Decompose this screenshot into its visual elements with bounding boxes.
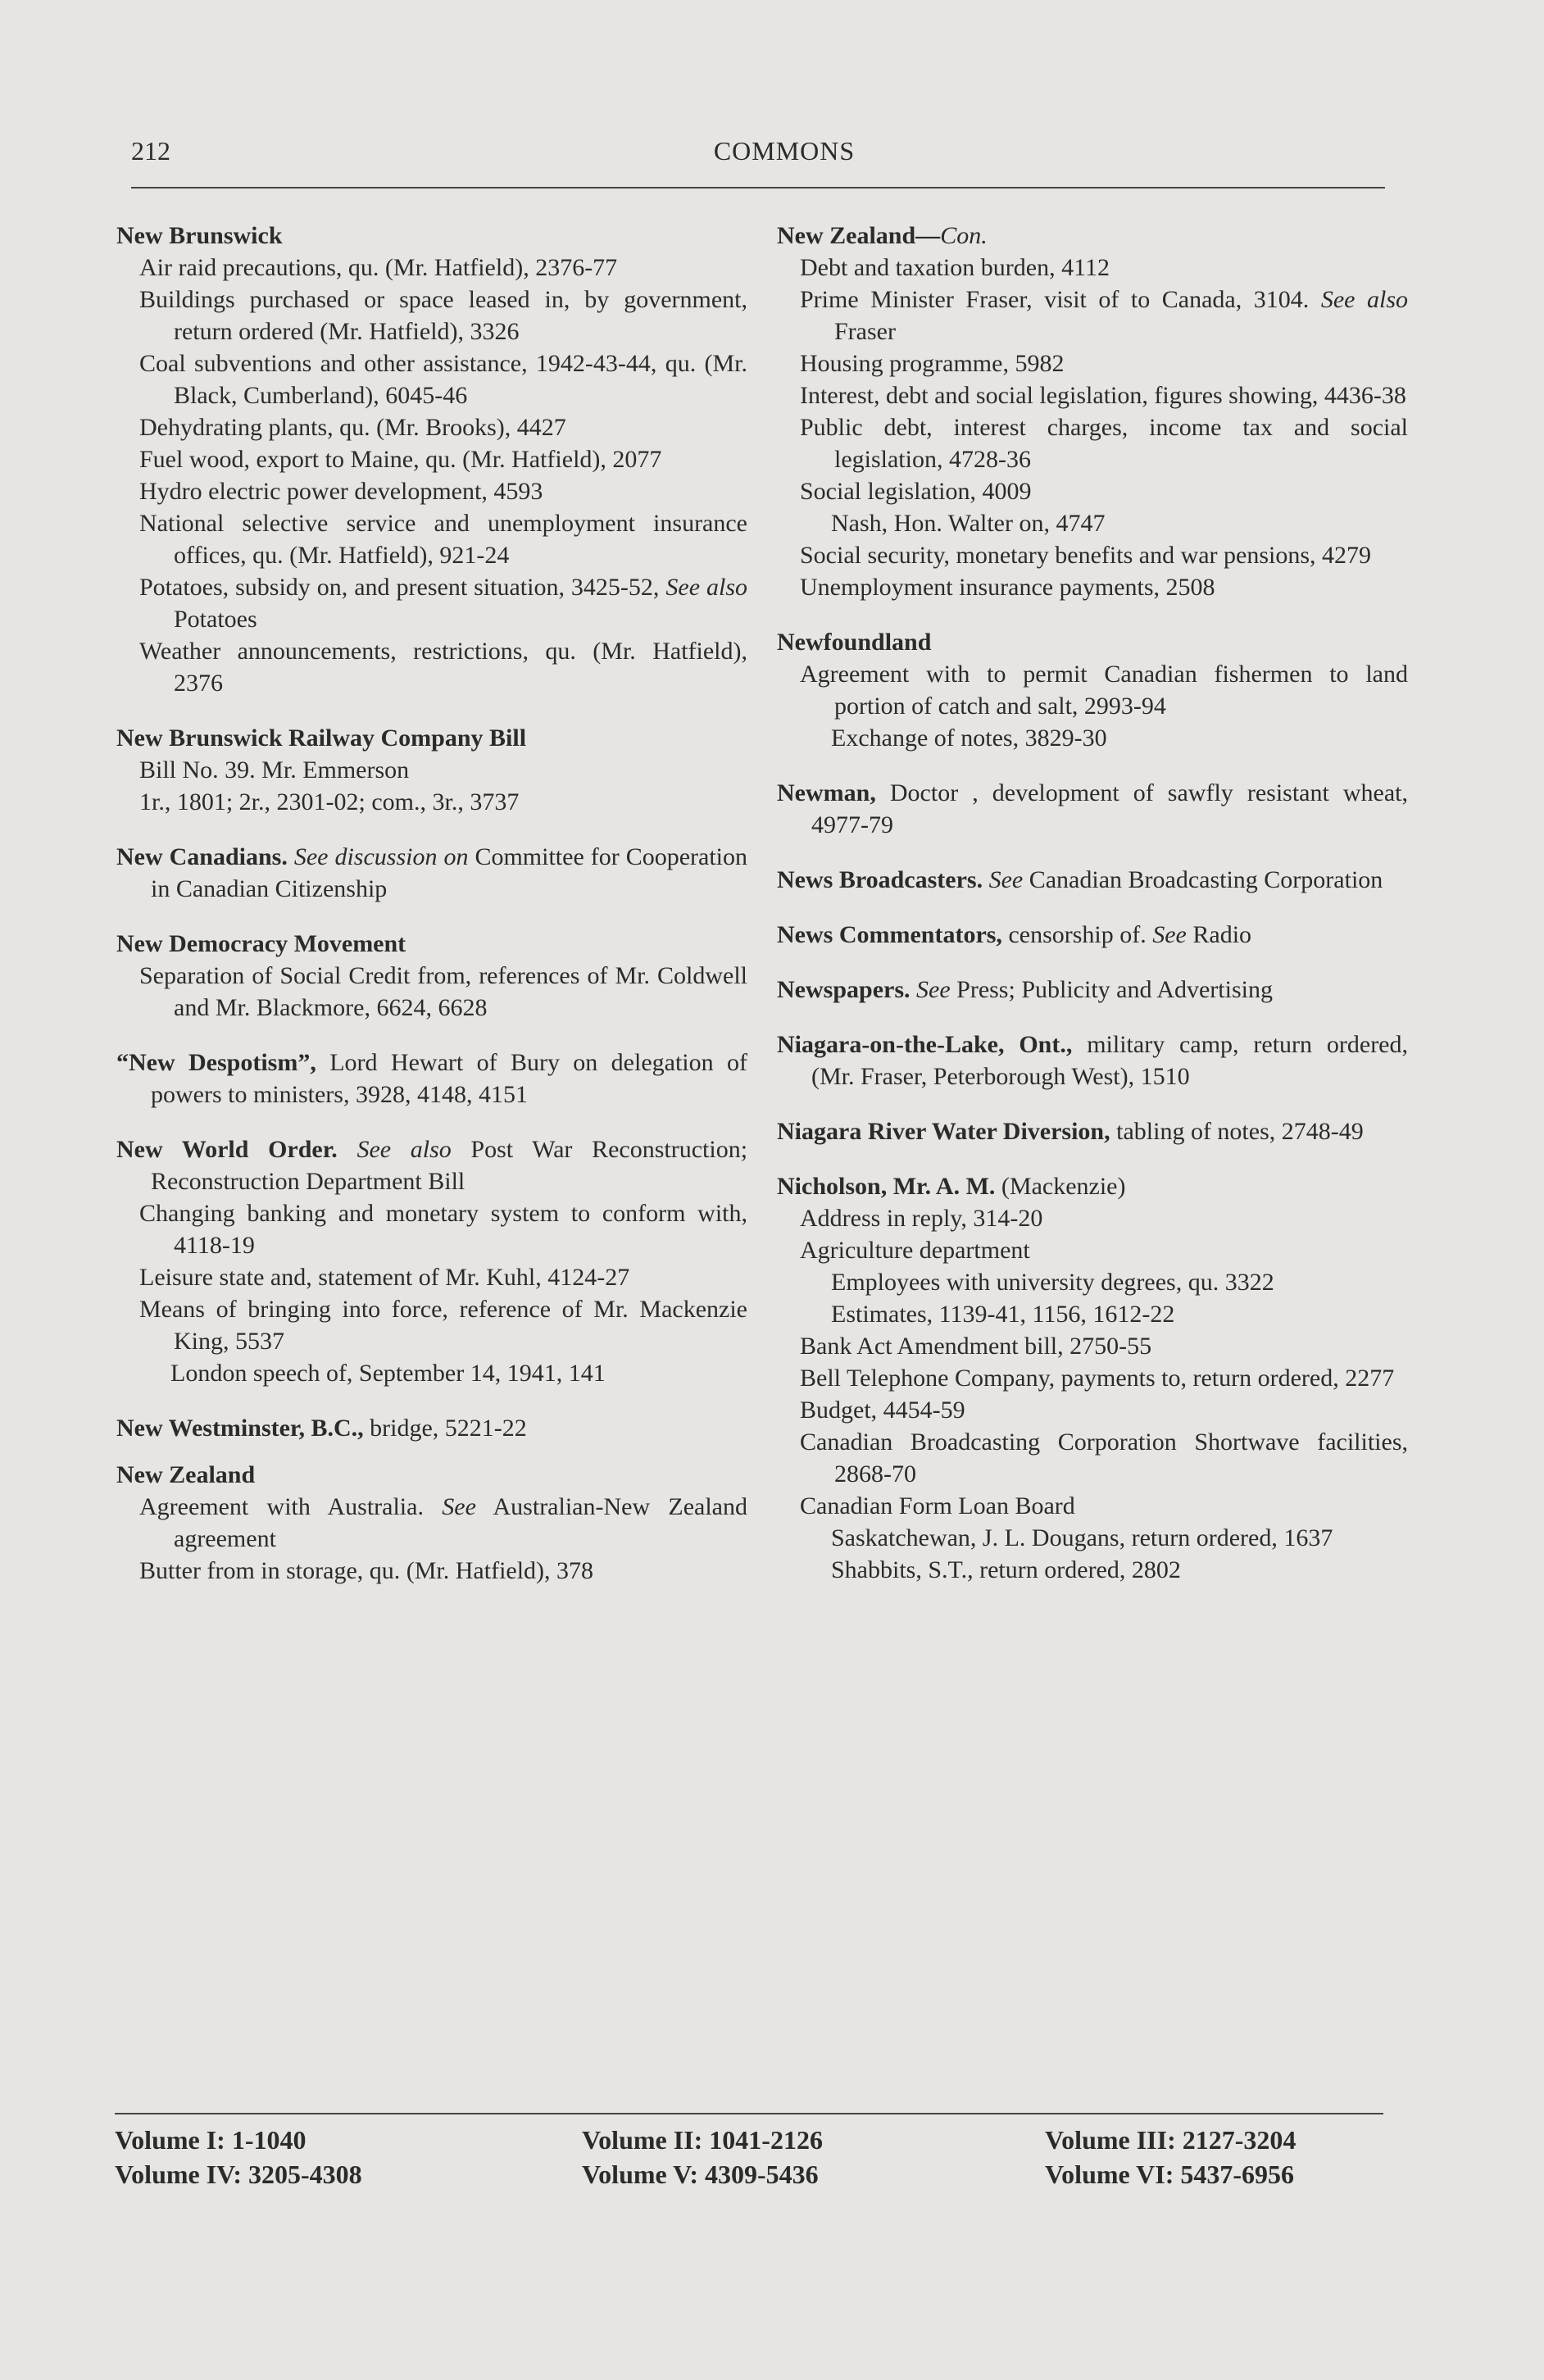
entry-text: Lord Hewart of Bury on delegation of powers to ministers, 3928, 4148, 4151 — [151, 1049, 747, 1108]
footer-col-2 — [582, 2123, 823, 2192]
see-ref: See — [1152, 921, 1187, 948]
entry-heading: Niagara-on-the-Lake, Ont., — [777, 1031, 1073, 1058]
continued-label: Con. — [940, 222, 988, 249]
see-also-ref: See also — [665, 574, 747, 601]
footer-col-1 — [115, 2123, 362, 2192]
entry-heading: Niagara River Water Diversion, — [777, 1118, 1110, 1145]
list-item: Separation of Social Credit from, references of Mr. Coldwell and Mr. Blackmore, 6624, 6628 — [139, 962, 747, 1021]
list-item: Agriculture department — [800, 1237, 1030, 1264]
cross-ref: Post War Reconstruction; Reconstruction Department Bill — [151, 1136, 748, 1195]
list-item: Address in reply, 314-20 — [800, 1205, 1043, 1232]
see-ref: See — [916, 976, 951, 1003]
running-head: COMMONS — [713, 136, 856, 166]
see-also-ref: See also — [1320, 286, 1409, 313]
cross-ref: Australian-New Zealand agreement — [174, 1493, 747, 1552]
entry-text: censorship of. — [1008, 921, 1147, 948]
list-item: Nash, Hon. Walter on, 4747 — [831, 510, 1106, 537]
list-item: Employees with university degrees, qu. 3322 — [831, 1269, 1274, 1296]
list-item — [116, 571, 747, 635]
entry-lead — [777, 1170, 1408, 1202]
entry-lead — [116, 1133, 747, 1197]
entry-newfoundland — [777, 626, 1408, 754]
entry-heading: News Broadcasters. — [777, 866, 983, 893]
list-item: Estimates, 1139-41, 1156, 1612-22 — [831, 1301, 1175, 1328]
cross-ref: Fraser — [834, 318, 896, 345]
entry-new-despotism — [116, 1047, 747, 1111]
list-item: Buildings purchased or space leased in, by government, return ordered (Mr. Hatfield), 3326 — [139, 286, 747, 345]
list-item: Fuel wood, export to Maine, qu. (Mr. Hatfield), 2077 — [139, 446, 662, 473]
volume-range: Volume VI: 5437-6956 — [1045, 2160, 1295, 2189]
volume-range: Volume II: 1041-2126 — [582, 2125, 823, 2155]
list-item: Changing banking and monetary system to conform with, 4118-19 — [139, 1200, 747, 1259]
entry-new-westminster — [116, 1412, 747, 1444]
page-number: 212 — [131, 136, 170, 166]
entry-newspapers — [777, 974, 1408, 1006]
list-item: Public debt, interest charges, income tax and social legislation, 4728-36 — [800, 414, 1408, 473]
see-ref: See — [988, 866, 1024, 893]
list-item: Bank Act Amendment bill, 2750-55 — [800, 1333, 1152, 1360]
volume-range: Volume IV: 3205-4308 — [115, 2160, 362, 2189]
discussion-ref: discussion on — [334, 843, 469, 870]
entry-new-democracy — [116, 928, 747, 1024]
list-item: Debt and taxation burden, 4112 — [800, 254, 1110, 281]
entry-new-zealand — [116, 1459, 747, 1587]
entry-new-world-order — [116, 1133, 747, 1389]
list-item: National selective service and unemployment insurance offices, qu. (Mr. Hatfield), 921-24 — [139, 510, 747, 569]
list-item: Bill No. 39. Mr. Emmerson — [139, 756, 410, 783]
top-rule — [131, 187, 1385, 188]
cross-ref: Press; Publicity and Advertising — [956, 976, 1273, 1003]
item-text: Potatoes, subsidy on, and present situation, 3425-52, — [139, 574, 660, 601]
list-item: Shabbits, S.T., return ordered, 2802 — [831, 1556, 1181, 1583]
entry-news-commentators — [777, 919, 1408, 951]
bottom-rule — [115, 2113, 1383, 2114]
list-item: Means of bringing into force, reference of Mr. Mackenzie King, 5537 — [139, 1296, 747, 1355]
list-item: Dehydrating plants, qu. (Mr. Brooks), 4427 — [139, 414, 566, 441]
list-item: Agreement with to permit Canadian fishermen to land portion of catch and salt, 2993-94 — [800, 661, 1408, 720]
volume-range: Volume III: 2127-3204 — [1045, 2125, 1297, 2155]
list-item: 1r., 1801; 2r., 2301-02; com., 3r., 3737 — [139, 788, 520, 815]
list-item — [116, 1491, 747, 1555]
entry-heading: New Zealand — [116, 1461, 256, 1488]
entry-heading-text: New Zealand— — [777, 222, 941, 249]
footer-col-3 — [1045, 2123, 1296, 2192]
entry-heading: New World Order. — [116, 1136, 338, 1163]
entry-niagara-on-the-lake — [777, 1029, 1408, 1092]
list-item: Social security, monetary benefits and war pensions, 4279 — [800, 542, 1372, 569]
item-text: Prime Minister Fraser, visit of to Canada, 3104. — [800, 286, 1310, 313]
see-ref: See — [442, 1493, 476, 1520]
left-column — [116, 220, 747, 1610]
list-item: London speech of, September 14, 1941, 141 — [170, 1360, 606, 1387]
list-item: Leisure state and, statement of Mr. Kuhl, 4124-27 — [139, 1264, 630, 1291]
entry-text: military camp, return ordered, (Mr. Fraser, Peterborough West), 1510 — [811, 1031, 1408, 1090]
cross-ref: Canadian Broadcasting Corporation — [1029, 866, 1383, 893]
entry-heading: New Westminster, B.C., — [116, 1415, 364, 1442]
list-item: Housing programme, 5982 — [800, 350, 1065, 377]
see-also-ref: See also — [356, 1136, 452, 1163]
list-item: Saskatchewan, J. L. Dougans, return ordered, 1637 — [831, 1524, 1333, 1551]
see-ref: See — [293, 843, 329, 870]
list-item: Social legislation, 4009 — [800, 478, 1032, 505]
list-item: Coal subventions and other assistance, 1942-43-44, qu. (Mr. Black, Cumberland), 6045-46 — [139, 350, 747, 409]
list-item — [777, 284, 1408, 347]
entry-text: Doctor , development of sawfly resistant wheat, 4977-79 — [811, 779, 1408, 838]
cross-ref: Committee for Cooperation in Canadian Citizenship — [151, 843, 748, 902]
list-item: Hydro electric power development, 4593 — [139, 478, 543, 505]
right-column — [777, 220, 1408, 1609]
entry-heading: Nicholson, Mr. A. M. — [777, 1173, 996, 1200]
entry-heading: New Brunswick Railway Company Bill — [116, 724, 527, 752]
list-item: Butter from in storage, qu. (Mr. Hatfield), 378 — [139, 1557, 594, 1584]
entry-heading — [777, 220, 1408, 252]
riding: (Mackenzie) — [1001, 1173, 1126, 1200]
entry-newman — [777, 777, 1408, 841]
entry-heading: New Democracy Movement — [116, 930, 406, 957]
entry-heading: Newspapers. — [777, 976, 911, 1003]
entry-new-zealand-con — [777, 220, 1408, 603]
entry-new-canadians — [116, 841, 747, 905]
list-item: Exchange of notes, 3829-30 — [831, 724, 1107, 752]
list-item: Weather announcements, restrictions, qu. (Mr. Hatfield), 2376 — [139, 638, 747, 697]
entry-new-brunswick-railway — [116, 722, 747, 818]
list-item: Budget, 4454-59 — [800, 1397, 965, 1424]
entry-heading: Newman, — [777, 779, 876, 806]
entry-text: bridge, 5221-22 — [370, 1415, 527, 1442]
entry-news-broadcasters — [777, 864, 1408, 896]
list-item: Air raid precautions, qu. (Mr. Hatfield), 2376-77 — [139, 254, 618, 281]
entry-heading: New Canadians. — [116, 843, 288, 870]
entry-heading: “New Despotism”, — [116, 1049, 316, 1076]
cross-ref: Radio — [1192, 921, 1252, 948]
list-item: Bell Telephone Company, payments to, return ordered, 2277 — [800, 1365, 1395, 1392]
entry-heading: Newfoundland — [777, 629, 932, 656]
list-item: Interest, debt and social legislation, figures showing, 4436-38 — [800, 382, 1406, 409]
entry-nicholson — [777, 1170, 1408, 1586]
list-item: Canadian Form Loan Board — [800, 1492, 1075, 1519]
entry-text: tabling of notes, 2748-49 — [1116, 1118, 1364, 1145]
list-item: Unemployment insurance payments, 2508 — [800, 574, 1215, 601]
volume-range: Volume I: 1-1040 — [115, 2125, 307, 2155]
entry-heading: New Brunswick — [116, 222, 283, 249]
item-text: Agreement with Australia. — [139, 1493, 424, 1520]
cross-ref: Potatoes — [174, 606, 257, 633]
entry-niagara-river — [777, 1115, 1408, 1147]
entry-new-brunswick — [116, 220, 747, 699]
volume-range: Volume V: 4309-5436 — [582, 2160, 819, 2189]
list-item: Canadian Broadcasting Corporation Shortwave facilities, 2868-70 — [800, 1428, 1408, 1488]
entry-heading: News Commentators, — [777, 921, 1002, 948]
